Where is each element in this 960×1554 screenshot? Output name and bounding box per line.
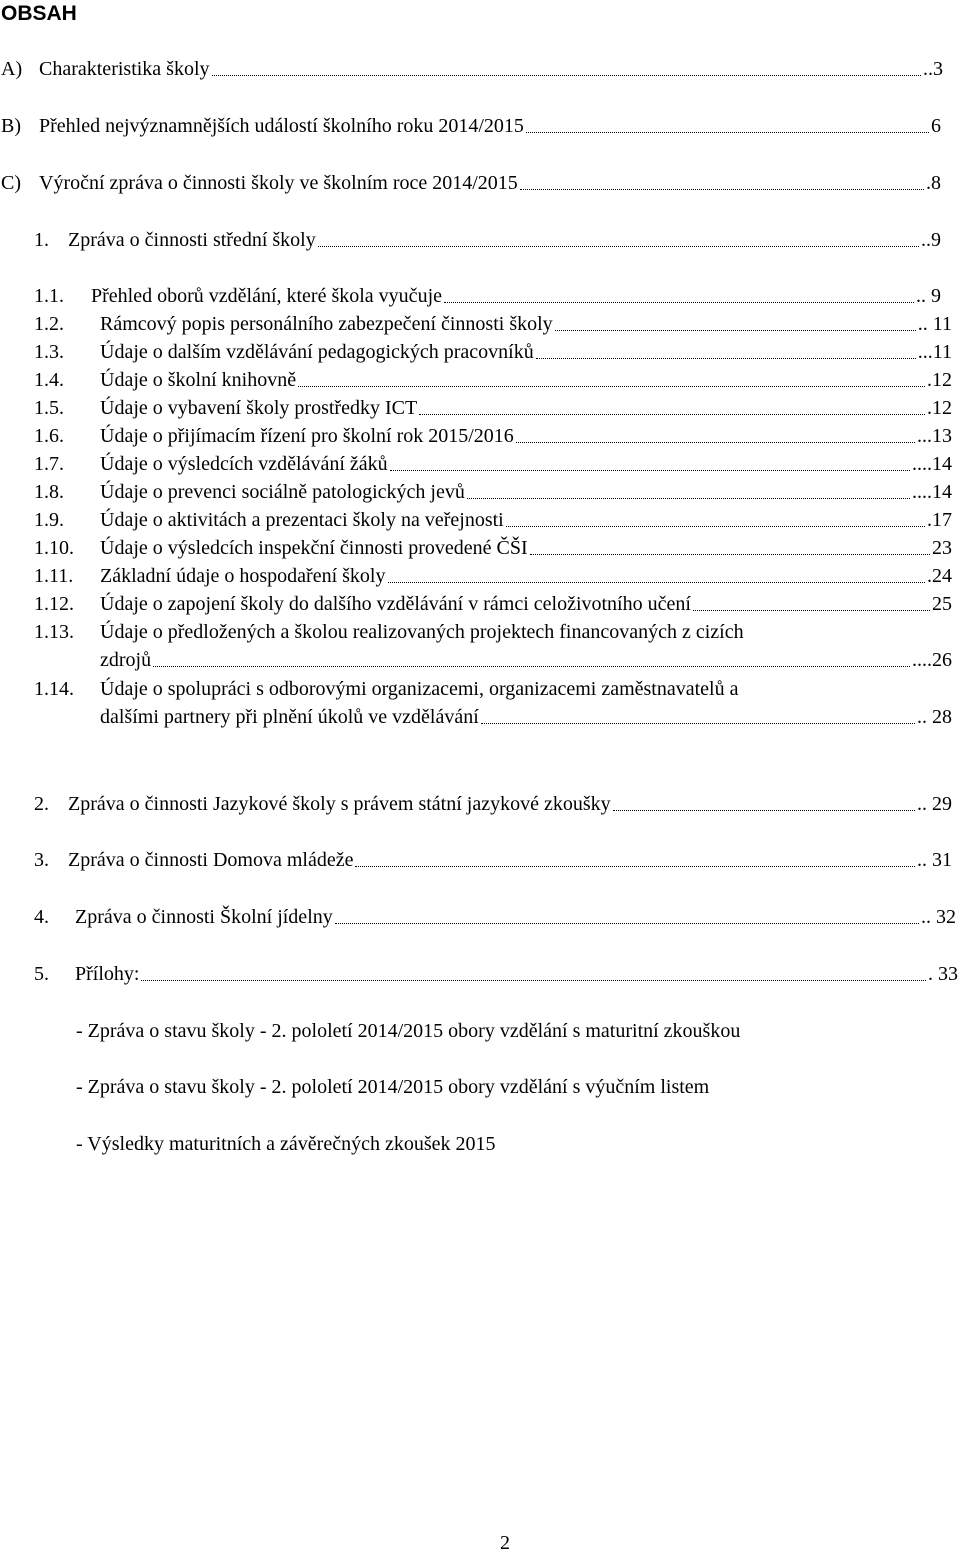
toc-entry[interactable]: [34, 677, 952, 729]
toc-entry[interactable]: [34, 340, 952, 364]
toc-entry-number: 1.5.: [34, 397, 64, 419]
toc-entry-number: 1.3.: [34, 341, 64, 363]
dot-leader: [613, 810, 915, 811]
toc-entry[interactable]: [34, 396, 952, 420]
dot-leader: [516, 442, 915, 443]
toc-entry-title: Zpráva o činnosti střední školy: [68, 229, 316, 251]
toc-entry[interactable]: [34, 228, 941, 252]
toc-entry[interactable]: [34, 620, 952, 672]
toc-entry-page: ....14: [912, 481, 952, 503]
toc-entry-page: ..3: [923, 58, 943, 80]
attachment-item: - Zpráva o stavu školy - 2. pololetí 2014/2015 obory vzdělání s výučním listem: [76, 1076, 710, 1098]
toc-entry-title: Údaje o dalším vzdělávání pedagogických pracovníků: [100, 341, 534, 363]
toc-entry-number: 1.14.: [34, 678, 74, 700]
toc-entry-title: Rámcový popis personálního zabezpečení činnosti školy: [100, 313, 553, 335]
toc-entry-title: Údaje o výsledcích inspekční činnosti provedené ČŠI: [100, 537, 528, 559]
dot-leader: [520, 189, 924, 190]
toc-entry-page: .. 9: [916, 285, 941, 307]
toc-entry[interactable]: [34, 564, 952, 588]
toc-entry-number: 1.11.: [34, 565, 74, 587]
toc-entry-title: Údaje o aktivitách a prezentaci školy na veřejnosti: [100, 509, 504, 531]
toc-entry[interactable]: [34, 536, 952, 560]
toc-entry-page: ...13: [917, 425, 952, 447]
toc-entry-title: Údaje o školní knihovně: [100, 369, 297, 391]
toc-entry-title: Údaje o zapojení školy do dalšího vzdělávání v rámci celoživotního učení: [100, 593, 691, 615]
dot-leader: [388, 582, 926, 583]
toc-entry-page: 25: [932, 593, 952, 615]
toc-entry-page: ..9: [921, 229, 941, 251]
toc-entry-title: Údaje o prevenci sociálně patologických jevů: [100, 481, 465, 503]
toc-entry-title: Zpráva o činnosti Školní jídelny: [75, 906, 333, 928]
toc-entry[interactable]: [34, 792, 952, 816]
toc-entry-number: 1.7.: [34, 453, 64, 475]
toc-entry-page: .. 11: [917, 313, 952, 335]
toc-entry[interactable]: [34, 368, 952, 392]
toc-entry[interactable]: [1, 171, 941, 195]
toc-entry-page: .8: [926, 172, 941, 194]
toc-entry[interactable]: [34, 592, 952, 616]
toc-entry-number: 1.6.: [34, 425, 64, 447]
toc-entry-number: 1.2.: [34, 313, 64, 335]
toc-entry-page: 23: [932, 537, 952, 559]
toc-entry-page: ....14: [912, 453, 952, 475]
dot-leader: [212, 75, 921, 76]
toc-entry[interactable]: [34, 905, 956, 929]
dot-leader: [141, 980, 926, 981]
toc-entry-page: .12: [927, 369, 952, 391]
toc-entry-number: 1.10.: [34, 537, 74, 559]
toc-entry-number: C): [1, 172, 21, 194]
toc-entry-page: .24: [927, 565, 952, 587]
toc-entry-title: Výroční zpráva o činnosti školy ve školním roce 2014/2015: [39, 172, 518, 194]
dot-leader: [481, 723, 915, 724]
toc-entry[interactable]: [34, 508, 952, 532]
toc-entry-page: .12: [927, 397, 952, 419]
toc-entry-number: 1.: [34, 229, 49, 251]
toc-entry-page: ...11: [917, 341, 952, 363]
toc-entry-page: .. 29: [917, 793, 952, 815]
dot-leader: [390, 470, 910, 471]
toc-entry-number: 5.: [34, 963, 49, 985]
toc-entry-page: .. 32: [921, 906, 956, 928]
toc-entry-number: 1.8.: [34, 481, 64, 503]
toc-entry[interactable]: [34, 848, 952, 872]
toc-entry-number: 1.13.: [34, 621, 74, 643]
page-number: 2: [500, 1532, 510, 1554]
dot-leader: [526, 132, 929, 133]
toc-entry-title: Zpráva o činnosti Jazykové školy s právem státní jazykové zkoušky: [68, 793, 611, 815]
dot-leader: [318, 246, 919, 247]
toc-entry-number: 3.: [34, 849, 49, 871]
toc-entry-title: Údaje o vybavení školy prostředky ICT: [100, 397, 418, 419]
dot-leader: [467, 498, 910, 499]
toc-entry[interactable]: [1, 114, 941, 138]
attachment-item: - Zpráva o stavu školy - 2. pololetí 2014/2015 obory vzdělání s maturitní zkouškou: [76, 1020, 741, 1042]
toc-entry[interactable]: [34, 424, 952, 448]
toc-entry-page: 6: [931, 115, 941, 137]
toc-entry-title: Údaje o přijímacím řízení pro školní rok 2015/2016: [100, 425, 514, 447]
toc-entry[interactable]: [34, 962, 958, 986]
toc-entry-title: Údaje o předložených a školou realizovaných projektech financovaných z cizích: [100, 621, 744, 643]
dot-leader: [355, 866, 915, 867]
toc-entry-title: Charakteristika školy: [39, 58, 210, 80]
toc-entry-number: 1.4.: [34, 369, 64, 391]
dot-leader: [298, 386, 925, 387]
attachment-item: - Výsledky maturitních a závěrečných zkoušek 2015: [76, 1133, 496, 1155]
dot-leader: [506, 526, 925, 527]
toc-entry[interactable]: [34, 284, 941, 308]
toc-entry-title: Základní údaje o hospodaření školy: [100, 565, 386, 587]
dot-leader: [555, 330, 916, 331]
toc-entry-page: .. 31: [917, 849, 952, 871]
toc-entry-page: . 33: [928, 963, 958, 985]
toc-entry-page: ....26: [912, 649, 952, 671]
toc-entry-title: Údaje o spolupráci s odborovými organizacemi, organizacemi zaměstnavatelů a: [100, 678, 739, 700]
toc-entry-number: 1.12.: [34, 593, 74, 615]
dot-leader: [153, 666, 910, 667]
dot-leader: [693, 610, 930, 611]
toc-entry-number: 1.1.: [34, 285, 64, 307]
toc-entry-page: .. 28: [917, 706, 952, 728]
toc-entry-title: Údaje o výsledcích vzdělávání žáků: [100, 453, 388, 475]
toc-entry[interactable]: [34, 480, 952, 504]
toc-entry-number: 2.: [34, 793, 49, 815]
toc-entry[interactable]: [34, 312, 952, 336]
toc-entry-number: 1.9.: [34, 509, 64, 531]
toc-heading: OBSAH: [1, 2, 77, 25]
toc-entry-number: 4.: [34, 906, 49, 928]
dot-leader: [530, 554, 930, 555]
dot-leader: [419, 414, 925, 415]
toc-entry-title: Přehled nejvýznamnějších událostí školního roku 2014/2015: [39, 115, 524, 137]
dot-leader: [444, 302, 914, 303]
toc-entry[interactable]: [1, 57, 943, 81]
toc-entry[interactable]: [34, 452, 952, 476]
toc-entry-number: A): [1, 58, 23, 80]
toc-entry-title: Přehled oborů vzdělání, které škola vyučuje: [91, 285, 442, 307]
toc-entry-title-continued: dalšími partnery při plnění úkolů ve vzdělávání: [100, 706, 479, 728]
toc-entry-page: .17: [927, 509, 952, 531]
dot-leader: [335, 923, 919, 924]
toc-entry-title: Zpráva o činnosti Domova mládeže: [68, 849, 354, 871]
toc-entry-number: B): [1, 115, 21, 137]
toc-entry-title: Přílohy:: [75, 963, 140, 985]
toc-entry-title-continued: zdrojů: [100, 649, 152, 671]
dot-leader: [536, 358, 916, 359]
